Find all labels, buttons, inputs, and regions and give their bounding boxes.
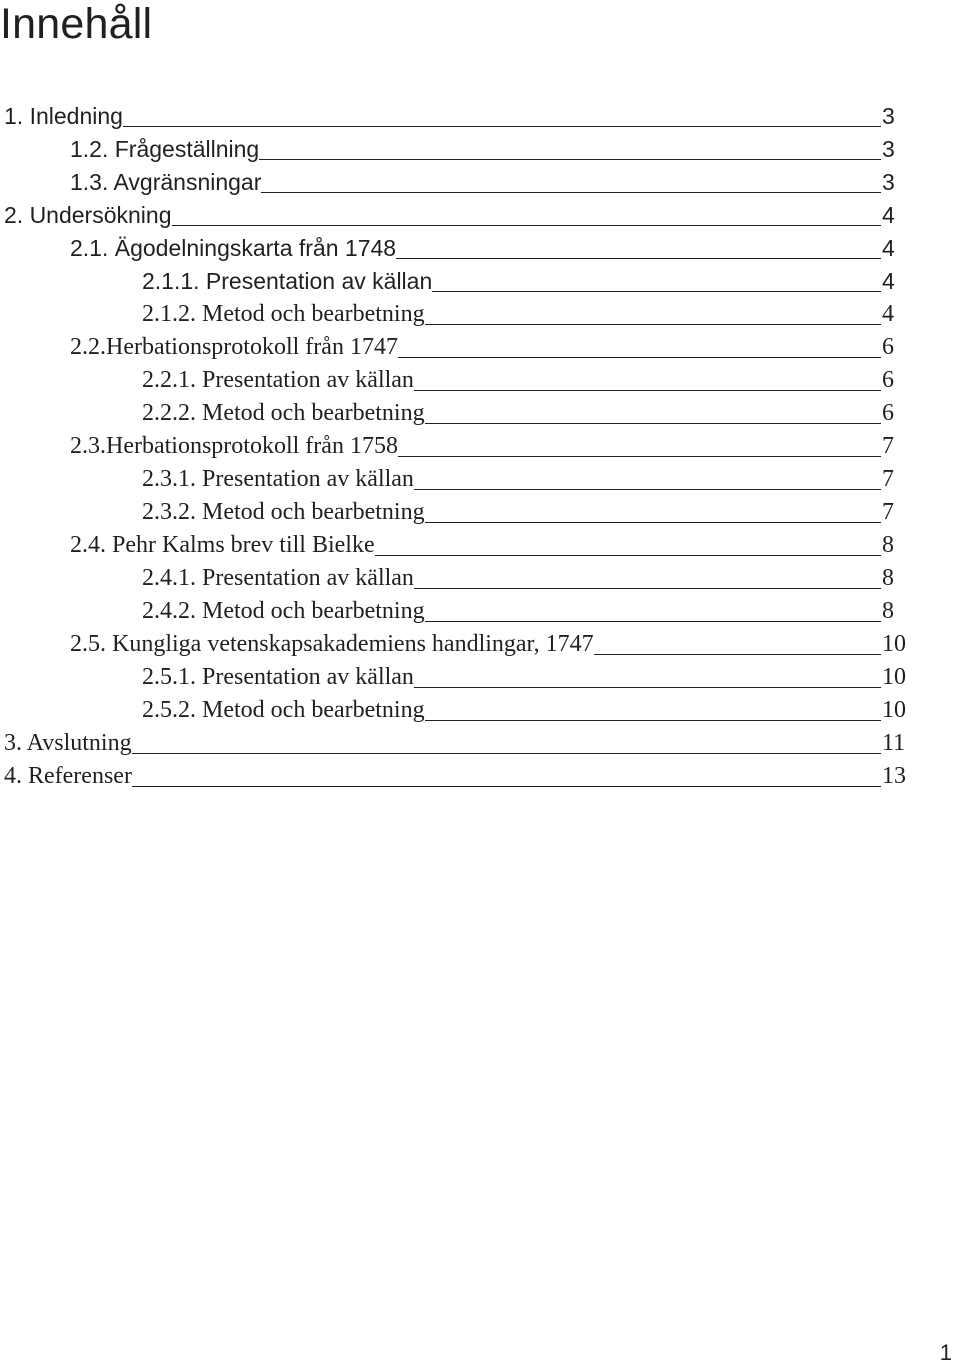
toc-entry-page: 7 bbox=[882, 499, 894, 525]
toc-entry[interactable] bbox=[0, 724, 910, 757]
toc-leader-line bbox=[398, 456, 881, 457]
toc-entry-label: 2.3.1. Presentation av källan bbox=[142, 466, 414, 492]
toc-entry[interactable] bbox=[0, 691, 910, 724]
toc-entry-label: 2.4. Pehr Kalms brev till Bielke bbox=[70, 532, 375, 558]
toc-entry-page: 4 bbox=[882, 202, 895, 228]
toc-entry-page: 8 bbox=[882, 565, 894, 591]
toc-entry-label: 2.1.1. Presentation av källan bbox=[142, 268, 433, 294]
toc-entry-page: 6 bbox=[882, 334, 894, 360]
toc-entry-page: 8 bbox=[882, 532, 894, 558]
toc-entry-label: 2.4.2. Metod och bearbetning bbox=[142, 598, 425, 624]
toc-entry-label: 2.5.2. Metod och bearbetning bbox=[142, 697, 425, 723]
toc-entry-label: 2.2.2. Metod och bearbetning bbox=[142, 400, 425, 426]
toc-leader-line bbox=[375, 555, 881, 556]
toc-entry[interactable] bbox=[0, 262, 910, 295]
toc-entry[interactable] bbox=[0, 196, 910, 229]
toc-entry-page: 6 bbox=[882, 400, 894, 426]
toc-entry[interactable] bbox=[0, 526, 910, 559]
toc-entry-label: 2.5.1. Presentation av källan bbox=[142, 664, 414, 690]
toc-leader-line bbox=[259, 159, 881, 160]
toc-leader-line bbox=[425, 720, 881, 721]
toc-entry-label: 2.3.2. Metod och bearbetning bbox=[142, 499, 425, 525]
toc-leader-line bbox=[132, 786, 881, 787]
page-number: 1 bbox=[939, 1340, 952, 1365]
toc-entry-page: 3 bbox=[882, 136, 895, 162]
toc-entry-label: 1. Inledning bbox=[4, 103, 123, 129]
toc-entry-label: 2.5. Kungliga vetenskapsakademiens handlingar, 1747 bbox=[70, 631, 594, 657]
toc-entry[interactable] bbox=[0, 130, 910, 163]
toc-entry[interactable] bbox=[0, 97, 910, 130]
toc-entry-label: 1.2. Frågeställning bbox=[70, 136, 260, 162]
toc-leader-line bbox=[398, 357, 881, 358]
toc-leader-line bbox=[172, 225, 882, 226]
toc-entry-page: 4 bbox=[882, 235, 895, 261]
toc-leader-line bbox=[432, 291, 881, 292]
toc-leader-line bbox=[396, 258, 881, 259]
toc-entry[interactable] bbox=[0, 328, 910, 361]
toc-entry[interactable] bbox=[0, 625, 910, 658]
toc-entry-page: 11 bbox=[882, 730, 906, 756]
toc-entry-label: 3. Avslutning bbox=[4, 730, 132, 756]
toc-entry-page: 7 bbox=[882, 433, 894, 459]
toc-entry-page: 3 bbox=[882, 103, 895, 129]
toc-entry[interactable] bbox=[0, 460, 910, 493]
toc-entry[interactable] bbox=[0, 493, 910, 526]
toc-entry-label: 2.1. Ägodelningskarta från 1748 bbox=[70, 235, 397, 261]
toc-entry-label: 2. Undersökning bbox=[4, 202, 172, 228]
toc-leader-line bbox=[425, 522, 881, 523]
toc-entry-page: 4 bbox=[882, 301, 894, 327]
toc-entry-label: 2.4.1. Presentation av källan bbox=[142, 565, 414, 591]
toc-entry[interactable] bbox=[0, 757, 910, 790]
toc-leader-line bbox=[425, 423, 881, 424]
toc-entry-page: 4 bbox=[882, 268, 895, 294]
toc-leader-line bbox=[414, 489, 881, 490]
toc-entry-label: 2.2.Herbationsprotokoll från 1747 bbox=[70, 334, 398, 360]
toc-entry[interactable] bbox=[0, 658, 910, 691]
page-title: Innehåll bbox=[0, 0, 153, 48]
toc-entry-page: 8 bbox=[882, 598, 894, 624]
toc-entry-page: 10 bbox=[882, 697, 906, 723]
toc-leader-line bbox=[594, 654, 881, 655]
toc-leader-line bbox=[414, 687, 881, 688]
toc-entry-label: 2.1.2. Metod och bearbetning bbox=[142, 301, 425, 327]
toc-entry-page: 6 bbox=[882, 367, 894, 393]
toc-entry[interactable] bbox=[0, 394, 910, 427]
toc-entry[interactable] bbox=[0, 361, 910, 394]
toc-leader-line bbox=[132, 753, 881, 754]
toc-entry-page: 10 bbox=[882, 664, 906, 690]
toc-entry-label: 4. Referenser bbox=[4, 763, 132, 789]
toc-leader-line bbox=[425, 621, 881, 622]
toc-entry-label: 2.2.1. Presentation av källan bbox=[142, 367, 414, 393]
toc-leader-line bbox=[261, 192, 881, 193]
toc-entry-label: 2.3.Herbationsprotokoll från 1758 bbox=[70, 433, 398, 459]
toc-entry-page: 3 bbox=[882, 169, 895, 195]
toc-leader-line bbox=[414, 390, 881, 391]
toc-entry-page: 10 bbox=[882, 631, 906, 657]
toc-leader-line bbox=[425, 324, 881, 325]
toc-entry[interactable] bbox=[0, 163, 910, 196]
toc-entry[interactable] bbox=[0, 559, 910, 592]
table-of-contents bbox=[0, 97, 910, 790]
toc-leader-line bbox=[414, 588, 881, 589]
toc-entry[interactable] bbox=[0, 229, 910, 262]
toc-entry-label: 1.3. Avgränsningar bbox=[70, 169, 262, 195]
toc-entry[interactable] bbox=[0, 592, 910, 625]
toc-entry[interactable] bbox=[0, 427, 910, 460]
toc-entry-page: 7 bbox=[882, 466, 894, 492]
toc-leader-line bbox=[123, 126, 881, 127]
toc-entry[interactable] bbox=[0, 295, 910, 328]
toc-entry-page: 13 bbox=[882, 763, 906, 789]
